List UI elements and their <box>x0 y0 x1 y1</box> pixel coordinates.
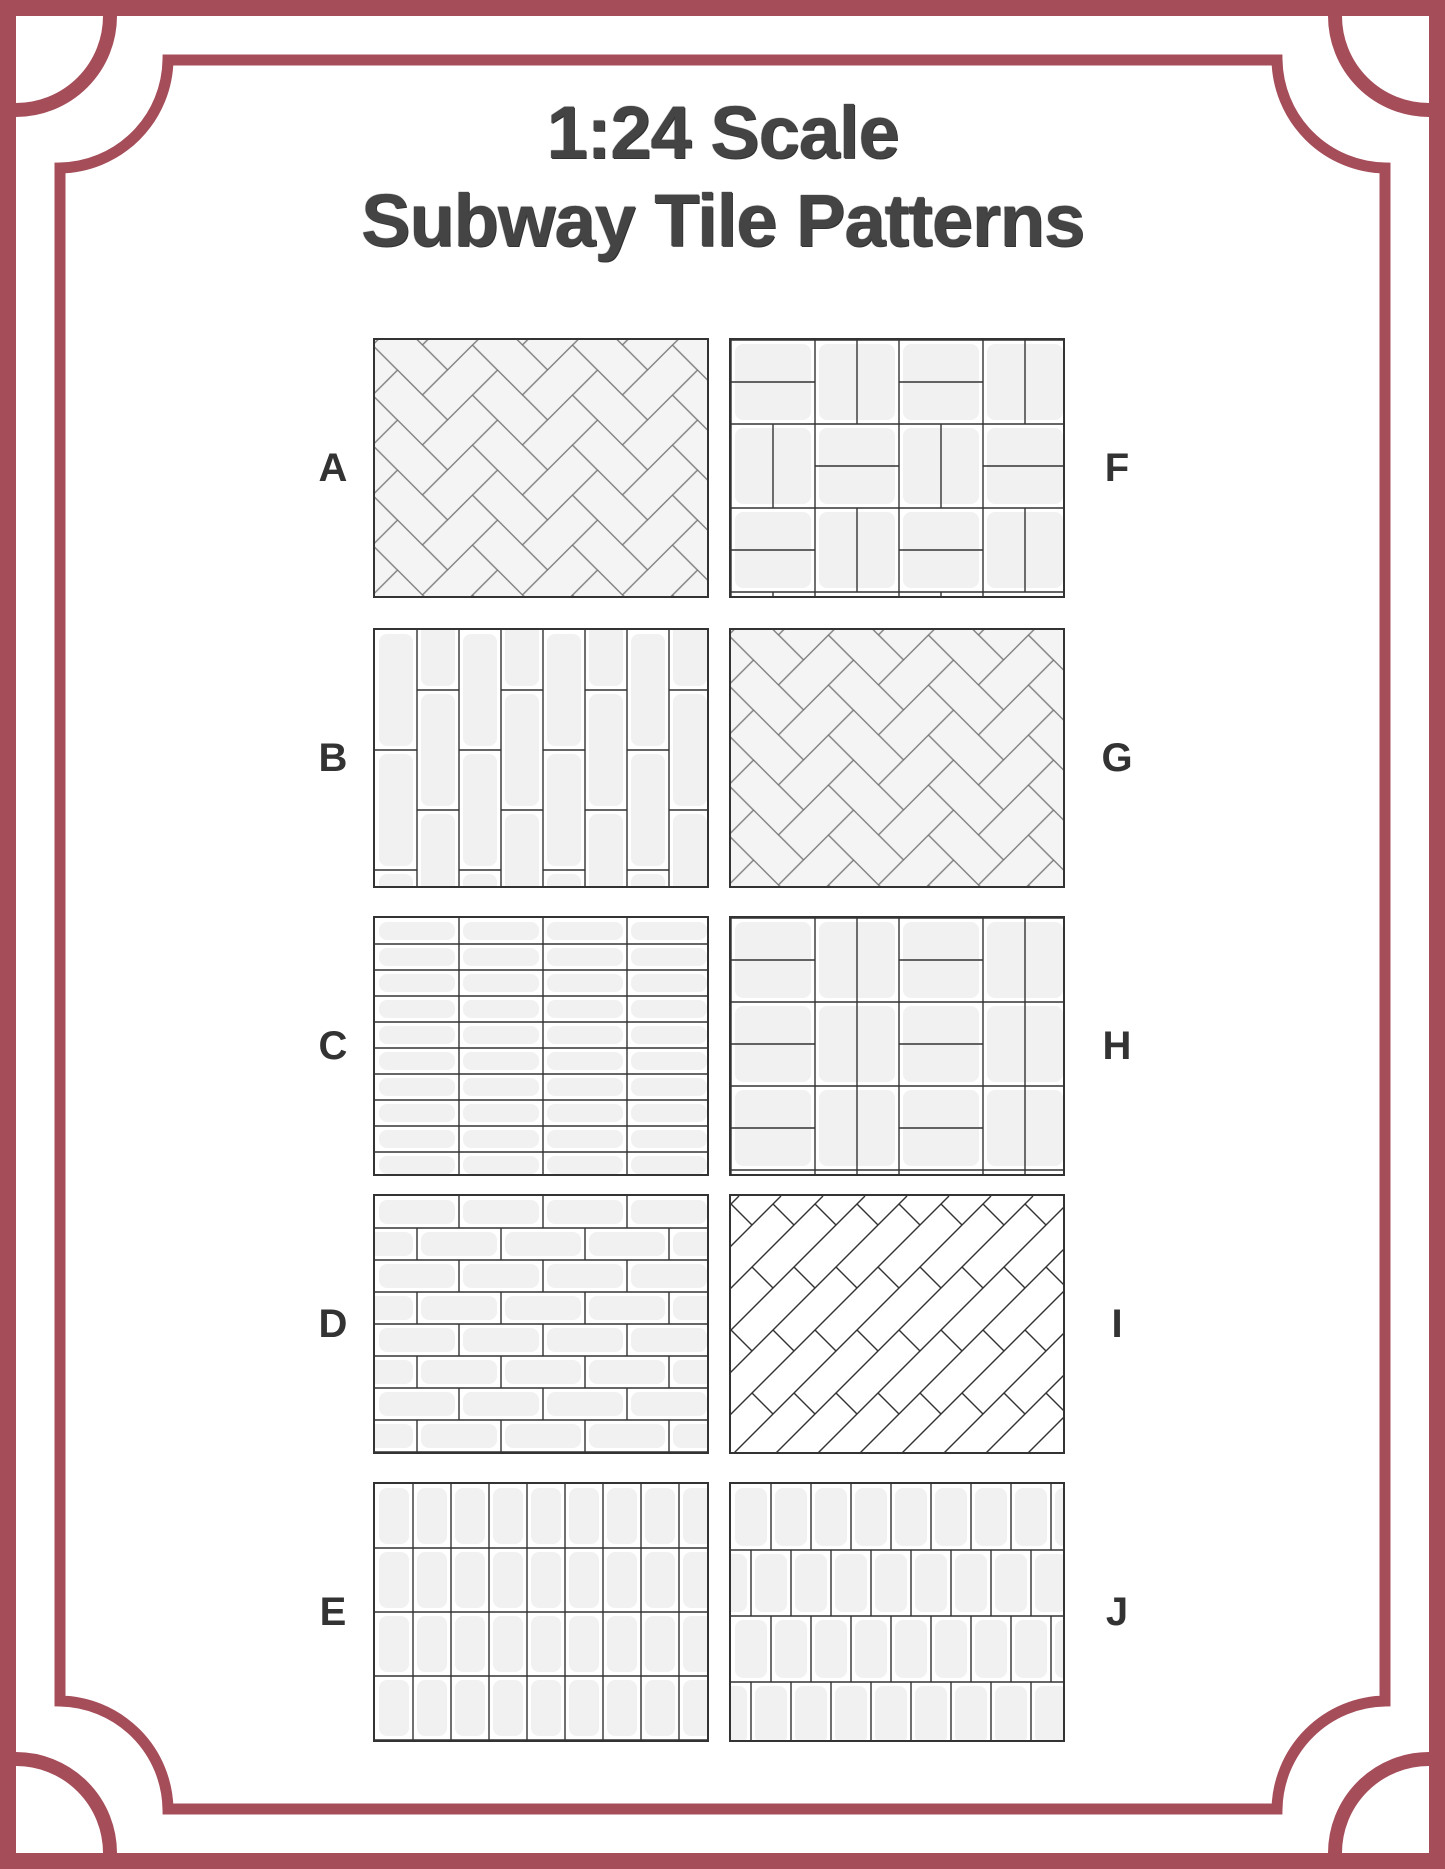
pattern-drawing-e <box>375 1484 709 1742</box>
tile-pattern-a <box>373 338 709 598</box>
tile-pattern-h <box>729 916 1065 1176</box>
pattern-drawing-h <box>731 918 1065 1176</box>
title-line-1: 1:24 Scale <box>546 91 899 174</box>
pattern-drawing-f <box>731 340 1065 598</box>
pattern-drawing-g <box>731 630 1065 888</box>
tile-label-a: A <box>318 446 348 490</box>
tile-label-b: B <box>318 736 348 780</box>
tile-pattern-j <box>729 1482 1065 1742</box>
tile-pattern-i <box>729 1194 1065 1454</box>
pattern-drawing-b <box>375 630 709 888</box>
tile-label-h: H <box>1102 1024 1132 1068</box>
pattern-drawing-d <box>375 1196 709 1454</box>
tile-label-e: E <box>319 1590 347 1634</box>
tile-pattern-b <box>373 628 709 888</box>
tile-pattern-c <box>373 916 709 1176</box>
tile-label-i: I <box>1111 1302 1123 1346</box>
tile-label-j: J <box>1105 1590 1129 1634</box>
tile-label-g: G <box>1101 736 1133 780</box>
pattern-drawing-i <box>731 1196 1065 1454</box>
pattern-drawing-c <box>375 918 709 1176</box>
tile-pattern-g <box>729 628 1065 888</box>
pattern-drawing-a <box>375 340 709 598</box>
tile-pattern-f <box>729 338 1065 598</box>
tile-pattern-d <box>373 1194 709 1454</box>
tile-label-c: C <box>318 1024 348 1068</box>
pattern-drawing-j <box>731 1484 1065 1742</box>
tile-label-f: F <box>1104 446 1130 490</box>
title-line-2: Subway Tile Patterns <box>361 179 1084 262</box>
tile-label-d: D <box>318 1302 348 1346</box>
tile-pattern-e <box>373 1482 709 1742</box>
